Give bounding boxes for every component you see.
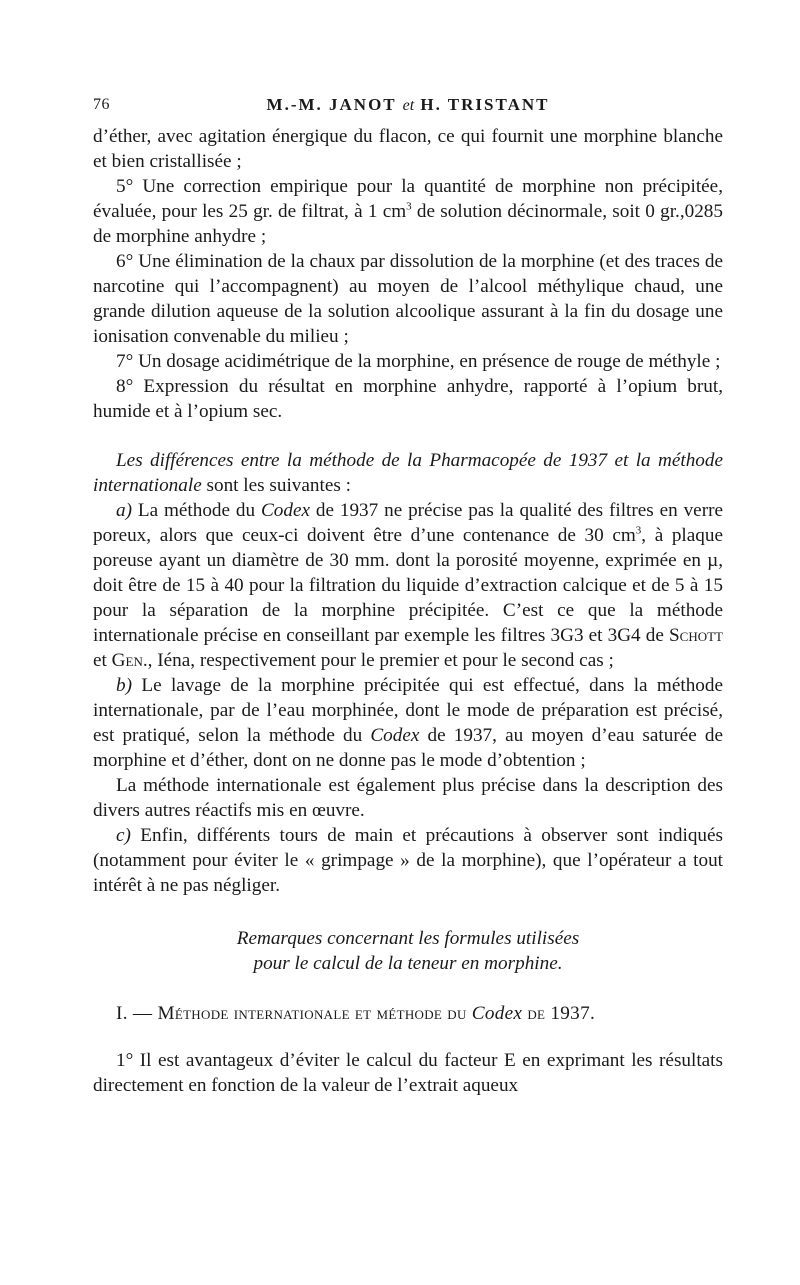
page-number: 76: [93, 96, 110, 113]
author-2: H. TRISTANT: [420, 95, 550, 114]
remarks-heading: [93, 926, 723, 976]
text-run: de 1937 ne précise pas la qualité des filtres en verre poreux, alors que ceux-ci doivent être d’une contenance de 30 cm: [93, 500, 723, 546]
item-label: b): [116, 675, 132, 696]
text-run: , Iéna, respectivement pour le premier et pour le second cas ;: [147, 650, 614, 671]
text-run: de solution décinormale, soit 0 gr.,0285 de morphine anhydre ;: [93, 201, 723, 247]
italic-run: Codex: [260, 500, 310, 521]
page-header: [93, 92, 723, 118]
paragraph-b: [93, 673, 723, 773]
section-year: 1937.: [545, 1003, 596, 1024]
author-1: M.-M. JANOT: [266, 95, 397, 114]
paragraph: d’éther, avec agitation énergique du flacon, ce qui fournit une morphine blanche et bien cristallisée ;: [93, 126, 723, 172]
item-label: c): [116, 825, 131, 846]
remarks-heading-line-1: Remarques concernant les formules utilisées: [236, 928, 580, 949]
text-run: 5° Une correction empirique pour la quantité de morphine non précipitée, évaluée, pour les 25 gr. de filtrat, à 1 cm: [93, 176, 723, 222]
differences-intro: [93, 448, 723, 498]
small-caps-run: de: [522, 1003, 546, 1024]
text-run: et: [93, 650, 112, 671]
paragraph-item-8: 8° Expression du résultat en morphine anhydre, rapporté à l’opium brut, humide et à l’opium sec.: [93, 376, 723, 422]
italic-run: Codex: [370, 725, 420, 746]
text-run: La méthode du: [131, 500, 261, 521]
text-run: , à plaque poreuse ayant un diamètre de 30 mm. dont la porosité moyenne, exprimée en µ, doit être de 15 à 40 pour la filtration du liquide d’extraction calcique et de 5 à 15 pour la séparation de la morphine précipitée. C’est ce que la méthode internationale précise en conseillant par exemple les filtres 3G3 et 3G4 de: [93, 525, 723, 646]
body-text: [93, 124, 723, 1098]
paragraph-item-1: 1° Il est avantageux d’éviter le calcul du facteur E en exprimant les résultats directement en fonction de la valeur de l’extrait aqueux: [93, 1050, 723, 1096]
running-title: [93, 92, 723, 118]
text-run: de 1937, au moyen d’eau saturée de morphine et d’éther, dont on ne donne pas le mode d’obtention ;: [93, 725, 723, 771]
small-caps-run: Schott: [668, 625, 723, 646]
italic-run: Les différences entre la méthode de la Pharmacopée de 1937 et la méthode internationale: [93, 450, 723, 496]
text-run: Enfin, différents tours de main et précautions à observer sont indiqués (notamment pour éviter le « grimpage » de la morphine), que l’opérateur a tout intérêt à ne pas négliger.: [93, 825, 723, 896]
text-run: Le lavage de la morphine précipitée qui est effectué, dans la méthode internationale, par de l’eau morphinée, dont le mode de préparation est précisé, est pratiqué, selon la méthode du: [93, 675, 723, 746]
paragraph-item-6: 6° Une élimination de la chaux par dissolution de la morphine (et des traces de narcotine qui l’accompagnent) au moyen de l’alcool méthylique chaud, une grande dilution aqueuse de la solution alcoolique assurant à la fin du dosage une ionisation convenable du milieu ;: [93, 251, 723, 347]
item-label: a): [116, 500, 132, 521]
superscript: 3: [635, 524, 642, 537]
remarks-heading-line-2: pour le calcul de la teneur en morphine.: [253, 953, 563, 974]
paragraph-item-7: 7° Un dosage acidimétrique de la morphine, en présence de rouge de méthyle ;: [116, 351, 721, 372]
author-conjunction: et: [402, 97, 415, 114]
section-heading: [93, 1001, 723, 1026]
small-caps-run: Méthode internationale et méthode du: [157, 1003, 472, 1024]
paragraph-international: La méthode internationale est également plus précise dans la description des divers autres réactifs mis en œuvre.: [93, 775, 723, 821]
paragraph-item-5: [93, 174, 723, 249]
italic-run: Codex: [471, 1003, 523, 1024]
superscript: 3: [406, 200, 412, 213]
paragraph-c: [93, 823, 723, 898]
small-caps-run: Gen.: [111, 650, 148, 671]
paragraph-a: [93, 498, 723, 673]
text-run: sont les suivantes :: [201, 475, 351, 496]
section-number: I. —: [116, 1003, 158, 1024]
